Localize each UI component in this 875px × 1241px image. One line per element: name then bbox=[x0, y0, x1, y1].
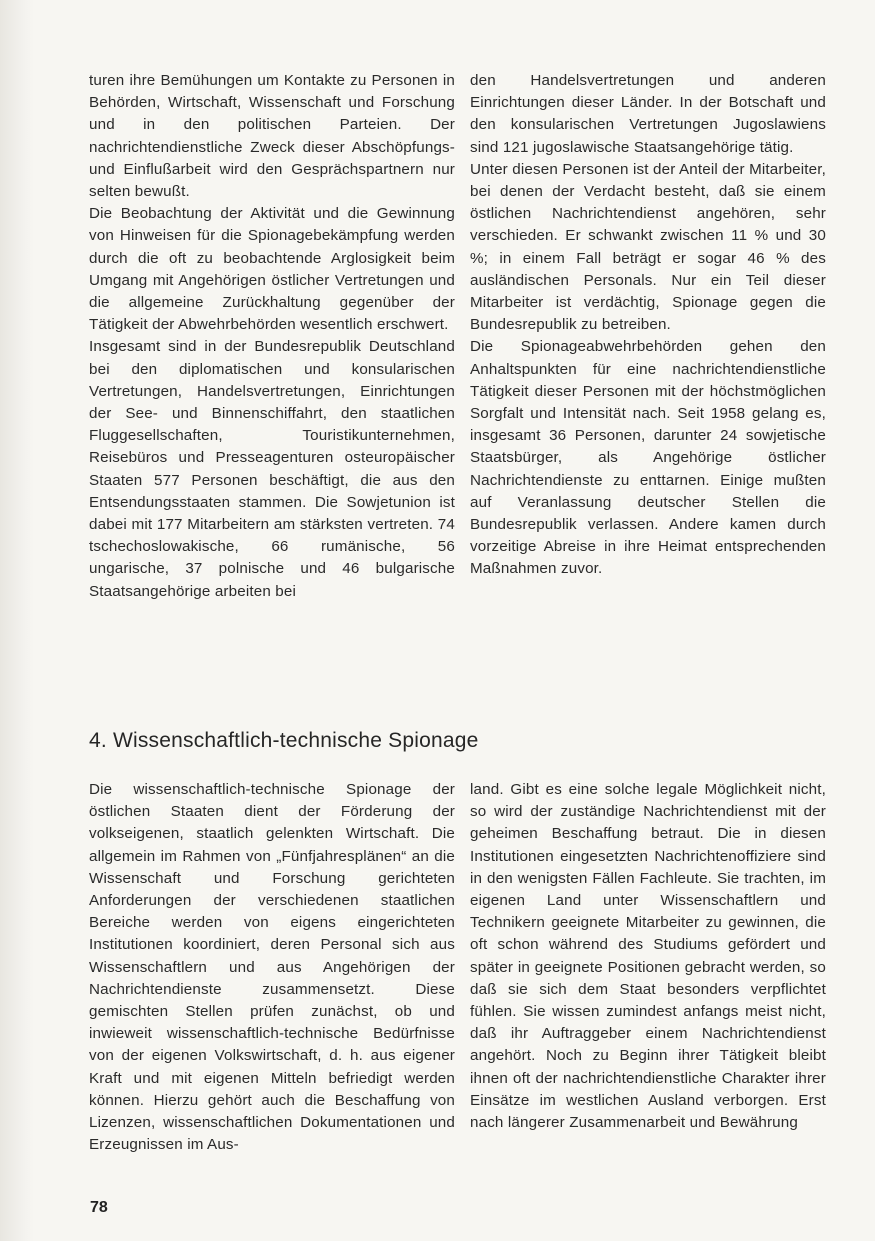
scan-edge-shadow bbox=[0, 0, 34, 1241]
section-heading: 4. Wissenschaftlich-technische Spionage bbox=[89, 729, 479, 752]
paragraph: Insgesamt sind in der Bundesrepublik Deutschland bei den diplomatischen und konsularischen Vertretungen, Handelsvertretungen, Einrichtungen der See- und Binnenschiffahrt, den staatlichen Fluggesellschaften, Touristikunternehmen, Reisebüros und Presseagenturen osteuropäischer Staaten 577 Personen beschäftigt, die aus den Entsendungsstaaten stammen. Die Sowjetunion ist dabei mit 177 Mitarbeitern am stärksten vertreten. 74 tschechoslowakische, 66 rumänische, 56 ungarische, 37 polnische und 46 bulgarische Staatsangehörige arbeiten bei bbox=[89, 338, 455, 600]
column-bottom-left bbox=[89, 779, 455, 1156]
page-number: 78 bbox=[90, 1199, 108, 1216]
column-bottom-right bbox=[470, 779, 826, 1134]
column-top-right bbox=[470, 70, 826, 581]
paragraph: Die Beobachtung der Aktivität und die Gewinnung von Hinweisen für die Spionagebekämpfung werden durch die oft zu beobachtende Arglosigkeit beim Umgang mit Angehörigen östlicher Vertretungen und die allgemeine Zurückhaltung gegenüber der Tätigkeit der Abwehrbehörden wesentlich erschwert. bbox=[89, 205, 455, 334]
paragraph: land. Gibt es eine solche legale Möglichkeit nicht, so wird der zuständige Nachrichtendienst mit der geheimen Beschaffung betraut. Die in diesen Institutionen eingesetzten Nachrichtenoffiziere sind in den wenigsten Fällen Fachleute. Sie trachten, im eigenen Land unter Wissenschaftlern und Technikern geeignete Mitarbeiter zu gewinnen, die oft schon während des Studiums gefördert und später in geeignete Positionen gebracht werden, so daß sie sich dem Staat besonders verpflichtet fühlen. Sie wissen zumindest anfangs meist nicht, daß ihr Auftraggeber einem Nachrichtendienst angehört. Noch zu Beginn ihrer Tätigkeit bleibt ihnen oft der nachrichtendienstliche Charakter ihrer Einsätze im westlichen Ausland verborgen. Erst nach längerer Zusammenarbeit und Bewährung bbox=[470, 781, 826, 1132]
paragraph: Die Spionageabwehrbehörden gehen den Anhaltspunkten für eine nachrichtendienstliche Tätigkeit dieser Personen mit der höchstmöglichen Sorgfalt und Intensität nach. Seit 1958 gelang es, insgesamt 36 Personen, darunter 24 sowjetische Staatsbürger, als Angehörige östlicher Nachrichtendienste zu enttarnen. Einige mußten auf Veranlassung deutscher Stellen die Bundesrepublik verlassen. Andere kamen durch vorzeitige Abreise in ihre Heimat entsprechenden Maßnahmen zuvor. bbox=[470, 338, 826, 578]
paragraph: Unter diesen Personen ist der Anteil der Mitarbeiter, bei denen der Verdacht besteht, daß sie einem östlichen Nachrichtendienst angehören, sehr verschieden. Er schwankt zwischen 11 % und 30 %; in einem Fall beträgt er sogar 46 % des ausländischen Personals. Nur ein Teil dieser Mitarbeiter ist verdächtig, Spionage gegen die Bundesrepublik zu betreiben. bbox=[470, 160, 826, 334]
column-top-left bbox=[89, 70, 455, 603]
paragraph: turen ihre Bemühungen um Kontakte zu Personen in Behörden, Wirtschaft, Wissenschaft und Forschung und in den politischen Parteien. Der nachrichtendienstliche Zweck dieser Abschöpfungs- und Einflußarbeit wird den Gesprächspartnern nur selten bewußt. bbox=[89, 72, 455, 201]
paragraph: Die wissenschaftlich-technische Spionage der östlichen Staaten dient der Förderung der volkseigenen, staatlich gelenkten Wirtschaft. Die allgemein im Rahmen von „Fünfjahresplänen“ an die Wissenschaft und Forschung gerichteten Anforderungen der verschiedenen staatlichen Bereiche werden von eigens eingerichteten Institutionen koordiniert, deren Personal sich aus Wissenschaftlern und aus Angehörigen der Nachrichtendienste zusammensetzt. Diese gemischten Stellen prüfen zunächst, ob und inwieweit wissenschaftlich-technische Bedürfnisse von der eigenen Volkswirtschaft, d. h. aus eigener Kraft und mit eigenen Mitteln befriedigt werden können. Hierzu gehört auch die Beschaffung von Lizenzen, wissenschaftlichen Dokumentationen und Erzeugnissen im Aus- bbox=[89, 781, 455, 1154]
paragraph: den Handelsvertretungen und anderen Einrichtungen dieser Länder. In der Botschaft und den konsularischen Vertretungen Jugoslawiens sind 121 jugoslawische Staatsangehörige tätig. bbox=[470, 72, 826, 156]
